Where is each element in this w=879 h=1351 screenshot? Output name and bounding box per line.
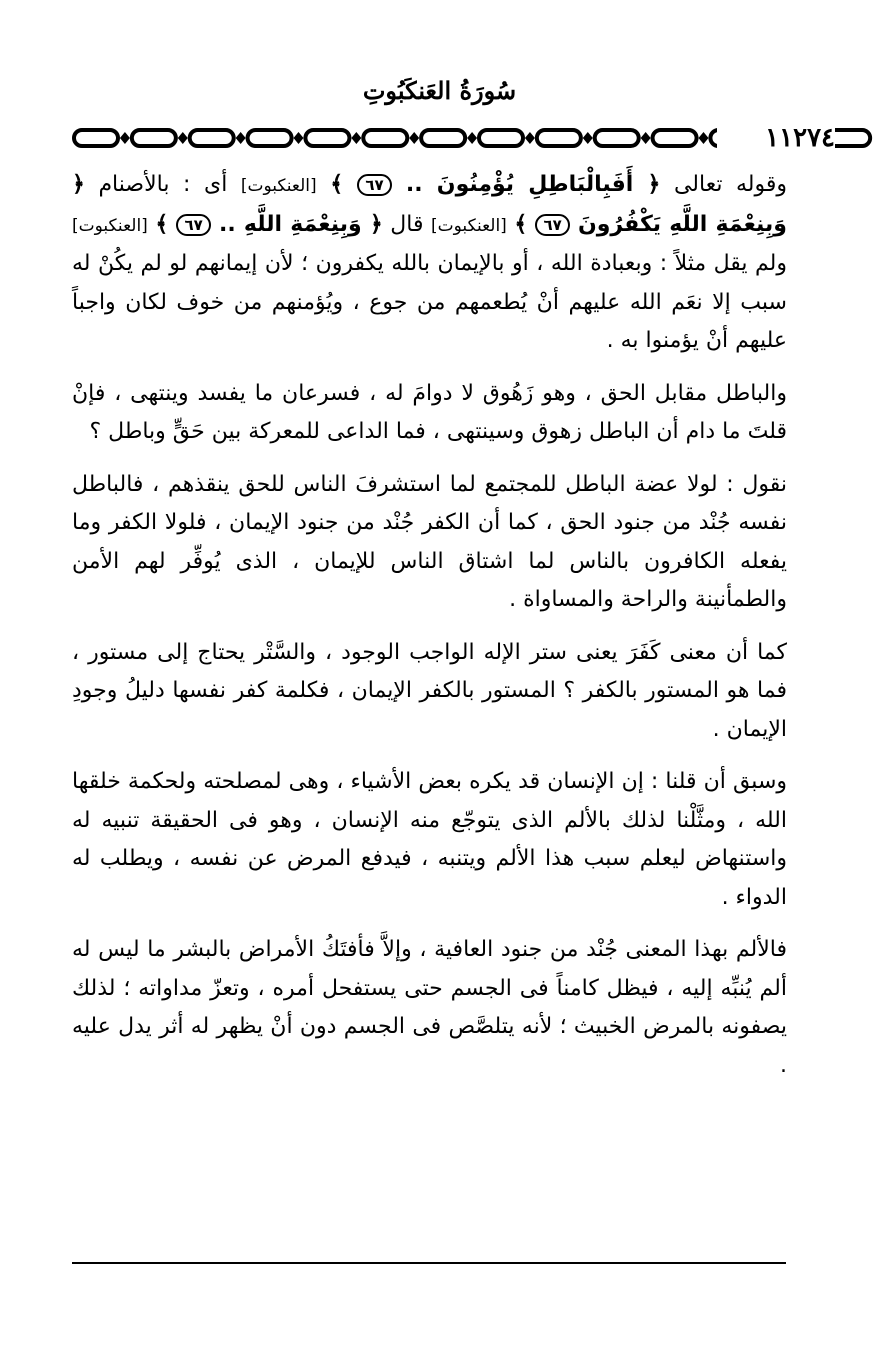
- border-link: [248, 130, 292, 146]
- surah-reference: [العنكبوت]: [240, 176, 317, 196]
- surah-reference: [العنكبوت]: [431, 215, 507, 236]
- border-diamond: [525, 132, 535, 144]
- footer-rule: [72, 1262, 786, 1264]
- text-run: كما أن معنى كَفَرَ يعنى ستر الإله الواجب الوجود ، والسَّتْر يحتاج إلى مستور ، فما هو المستور بالكفر ؟ المستور بالكفر الإيمان ، فكلمة كفر نفسها دليلُ وجودِ الإيمان .: [72, 639, 787, 742]
- text-run: وقوله تعالى: [660, 172, 787, 197]
- border-diamond: [699, 132, 709, 144]
- text-run: ولم يقل مثلاً : وبعبادة الله ، أو بالإيمان بالله يكفرون ؛ لأن إيمانهم لو لم يكُنْ له سبب إلا نعَم الله عليهم أنْ يُطعمهم من جوع ، ويُؤمنهم من خوف لكان واجباً عليهم أنْ يؤمنوا به .: [72, 251, 787, 353]
- border-diamond: [467, 132, 477, 144]
- border-diamond: [641, 132, 651, 144]
- text-run: أى : بالأصنام: [84, 172, 241, 197]
- border-link: [74, 130, 118, 146]
- paragraph: [72, 466, 787, 620]
- surah-reference: [العنكبوت]: [72, 215, 148, 236]
- paragraph: [72, 634, 787, 750]
- border-link: [653, 130, 697, 146]
- text-run: نقول : لولا عضة الباطل للمجتمع لما استشرفَ الناس للحق ينقذهم ، فالباطل نفسه جُنْد من جنود الحق ، كما أن الكفر جُنْد من جنود الإيمان ، فلولا الكفر وما يفعله الكافرون بالناس لما اشتاق الناس للإيمان ، الذى يُوفِّر لهم الأمن والطمأنينة والراحة والمساواة .: [72, 471, 787, 612]
- paragraph: [72, 763, 787, 917]
- border-diamond: [351, 132, 361, 144]
- quran-verse: ﴾: [514, 211, 536, 237]
- surah-title: سُورَةُ العَنكَبُوتِ: [362, 76, 517, 105]
- border-link: [421, 130, 465, 146]
- text-run: [317, 172, 331, 197]
- border-link: [479, 130, 523, 146]
- border-link: [132, 130, 176, 146]
- ayah-number-badge: ٦٧: [535, 214, 569, 236]
- text-run: قال: [382, 211, 432, 237]
- border-link: [595, 130, 639, 146]
- quran-verse: ﴾: [330, 172, 358, 197]
- border-diamond: [178, 132, 188, 144]
- border-link: [305, 130, 349, 146]
- quran-verse: ﴿ وَبِنِعْمَةِ اللَّهِ يَكْفُرُونَ: [72, 172, 787, 237]
- quran-verse: ﴾: [155, 211, 177, 237]
- text-run: فالألم بهذا المعنى جُنْد من جنود العافية ، وإلاَّ فأفتَكُ الأمراض بالبشر ما ليس له ألم يُنبِّه إليه ، فيظل كامناً فى الجسم حتى يستفحل أمره ، وتعزّ مداواته ؛ لذلك يصفونه بالمرض الخبيث ؛ لأنه يتلصَّص فى الجسم دون أنْ يظهر له أثر يدل عليه .: [72, 937, 787, 1078]
- border-diamond: [294, 132, 304, 144]
- ayah-number-badge: ٦٧: [176, 214, 210, 236]
- border-link: [537, 130, 581, 146]
- text-run: وسبق أن قلنا : إن الإنسان قد يكره بعض الأشياء ، وهى لمصلحته ولحكمة خلقها الله ، ومثَّلْنا لذلك بالألم الذى يتوجّع منه الإنسان ، وهو فى الحقيقة تنبيه له واستنهاض ليعلم سبب هذا الألم ويتنبه ، فيدفع المرض عن نفسه ، ويطلب له الدواء .: [72, 769, 787, 910]
- quran-verse: ﴿ أَفَبِالْبَاطِلِ يُؤْمِنُونَ ..: [391, 172, 661, 197]
- ayah-number-badge: ٦٧: [357, 174, 391, 196]
- paragraph: [72, 931, 787, 1085]
- quran-verse: ﴿ وَبِنِعْمَةِ اللَّهِ ..: [210, 211, 383, 237]
- border-diamond: [409, 132, 419, 144]
- paragraph: [72, 166, 787, 361]
- text-run: والباطل مقابل الحق ، وهو زَهُوق لا دوامَ له ، فسرعان ما يفسد وينتهى ، فإنْ قلتَ ما دام أن الباطل زهوق وسينتهى ، فما الداعى للمعركة بين حَقٍّ وباطل ؟: [72, 380, 787, 444]
- border-diamond: [236, 132, 246, 144]
- page-number: ١١٢٧٤: [717, 121, 835, 155]
- border-diamond: [583, 132, 593, 144]
- commentary-text: [72, 166, 787, 1099]
- paragraph: [72, 375, 787, 452]
- border-link: [190, 130, 234, 146]
- border-link: [363, 130, 407, 146]
- border-diamond: [120, 132, 130, 144]
